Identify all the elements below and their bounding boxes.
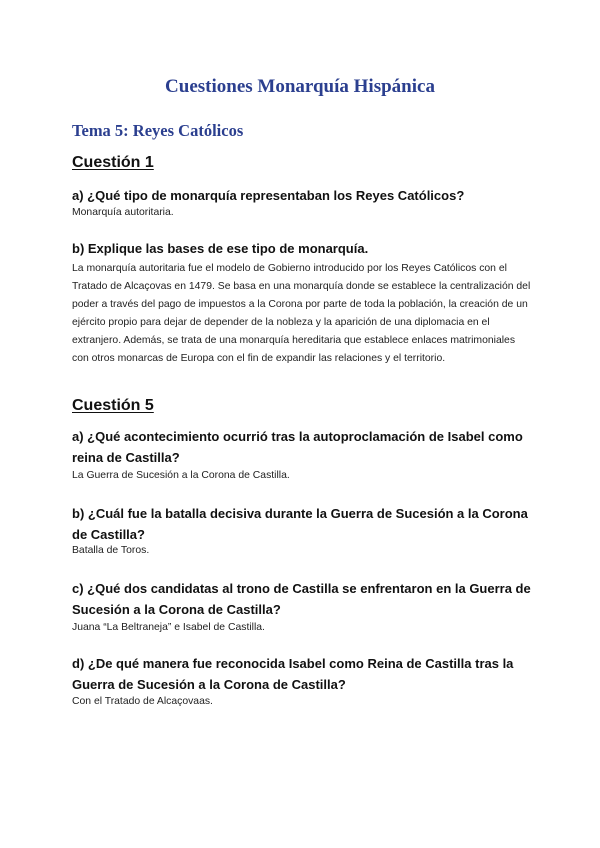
question-text: c) ¿Qué dos candidatas al trono de Castilla se enfrentaron en la Guerra de Sucesión a la Corona de Castilla? <box>72 581 531 617</box>
question-text: b) Explique las bases de ese tipo de monarquía. <box>72 241 369 256</box>
answer-text: Batalla de Toros. <box>72 545 150 556</box>
section-title: Cuestión 5 <box>72 397 154 414</box>
section-title: Cuestión 1 <box>72 154 154 171</box>
answer-text: Con el Tratado de Alcaçovaas. <box>72 696 213 707</box>
answer-text: La Guerra de Sucesión a la Corona de Castilla. <box>72 470 290 481</box>
question-text: b) ¿Cuál fue la batalla decisiva durante la Guerra de Sucesión a la Corona de Castilla? <box>72 506 528 542</box>
topic-title: Tema 5: Reyes Católicos <box>72 121 244 140</box>
answer-text: Monarquía autoritaria. <box>72 207 174 218</box>
answer-text: Juana “La Beltraneja” e Isabel de Castilla. <box>72 622 265 633</box>
answer-text: La monarquía autoritaria fue el modelo de Gobierno introducido por los Reyes Católicos con el Tratado de Alcaçovas en 1479. Se basa en una monarquía donde se establece la centralización del poder a través del pago de impuestos a la Corona por parte de toda la población, la creación de un ejército propio para dejar de depender de la nobleza y la aparición de una diplomacia en el extranjero. Además, se trata de una monarquía hereditaria que establece enlaces matrimoniales con otros monarcas de Europa con el fin de expandir las relaciones y el territorio. <box>72 263 531 365</box>
question-text: d) ¿De qué manera fue reconocida Isabel como Reina de Castilla tras la Guerra de Sucesión a la Corona de Castilla? <box>72 656 514 692</box>
question-text: a) ¿Qué acontecimiento ocurrió tras la autoproclamación de Isabel como reina de Castilla? <box>72 429 523 465</box>
document-title: Cuestiones Monarquía Hispánica <box>165 76 435 97</box>
question-text: a) ¿Qué tipo de monarquía representaban los Reyes Católicos? <box>72 188 465 203</box>
